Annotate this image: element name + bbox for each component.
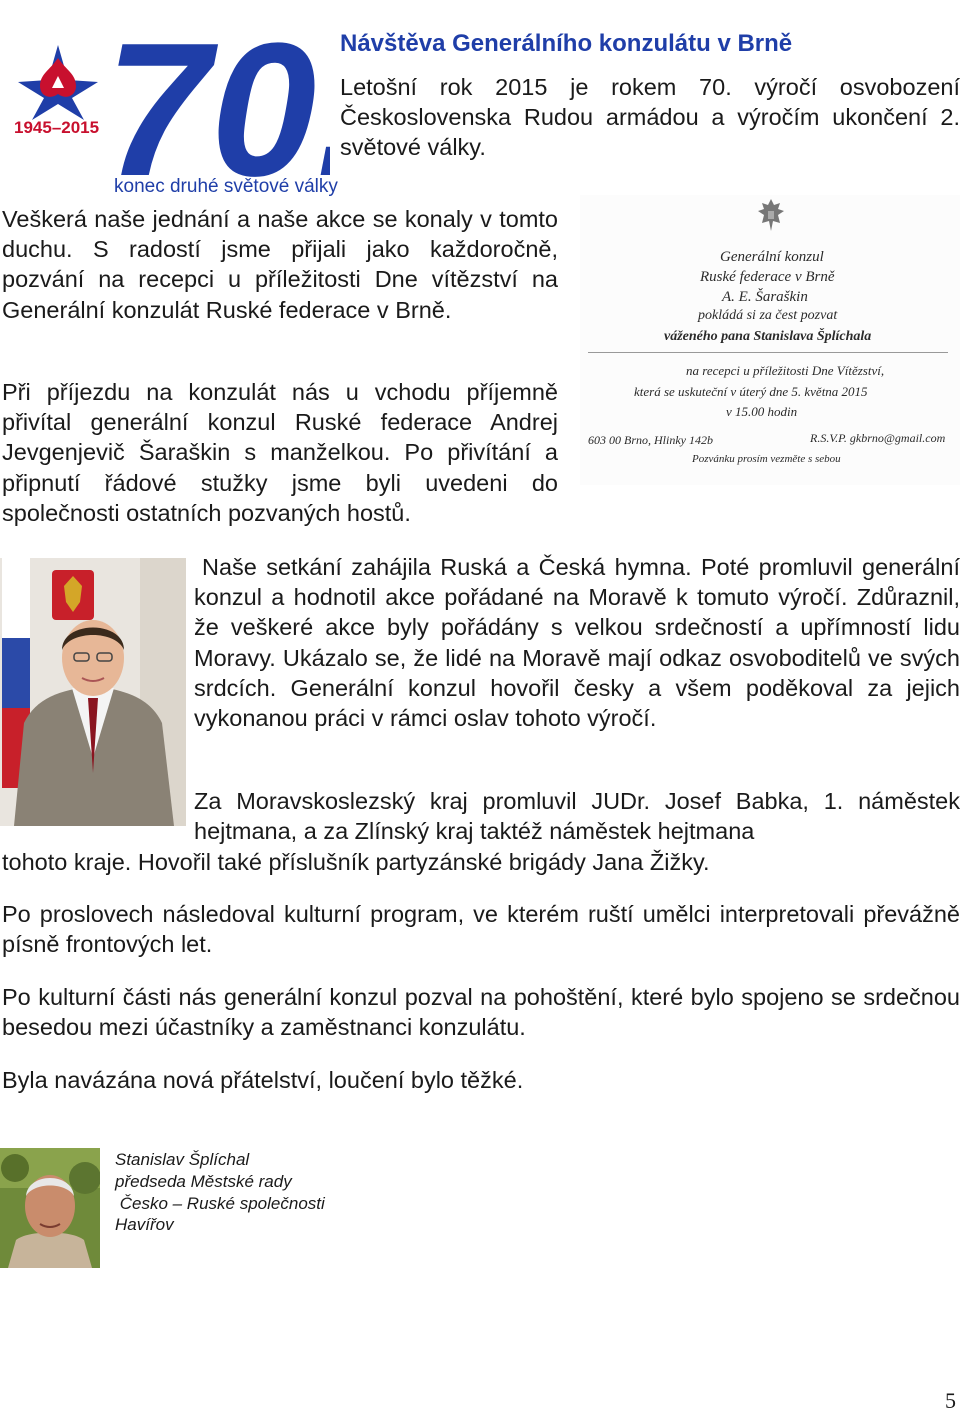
paragraph-5: Po proslovech následoval kulturní program, ve kterém ruští umělci interpretovali převážně písně frontových let. — [2, 901, 960, 958]
author-photo — [0, 1148, 100, 1268]
star-emblem-icon — [18, 45, 98, 120]
signature-city: Havířov — [115, 1215, 174, 1234]
page-title: Návštěva Generálního konzulátu v Brně — [340, 30, 793, 57]
paragraph-1: Veškerá naše jednání a naše akce se konaly v tomto duchu. S radostí jsme přijali jako každoročně, pozvání na recepci u příležitosti Dne vítězství na Generální konzulát Ruské federace v Brně. — [2, 206, 558, 323]
logo-subtitle: konec druhé světové války — [114, 176, 338, 197]
logo-years: 1945–2015 — [14, 118, 100, 137]
consul-photo — [0, 558, 186, 826]
invitation-line: A. E. Šaraškin — [722, 289, 808, 305]
double-eagle-emblem-icon — [756, 197, 786, 233]
paragraph-7: Byla navázána nová přátelství, loučení bylo těžké. — [2, 1067, 524, 1093]
paragraph-2: Při příjezdu na konzulát nás u vchodu příjemně přivítal generální konzul Ruské federace Andrej Jevgenjevič Šaraškin s manželkou. Po přivítání a připnutí řádové stužky jsme byli uvedeni do společnosti ostatních pozvaných hostů. — [2, 379, 558, 526]
invitation-line: Generální konzul — [720, 249, 824, 265]
invitation-line: v 15.00 hodin — [726, 404, 798, 419]
invitation-card — [580, 195, 960, 485]
paragraph-4a: Za Moravskoslezský kraj promluvil JUDr. Josef Babka, 1. náměstek hejtmana, a za Zlínský kraj taktéž náměstek hejtmana — [194, 788, 960, 845]
paragraph-4b: tohoto kraje. Hovořil také příslušník partyzánské brigády Jana Žižky. — [2, 849, 710, 875]
invitation-line: na recepci u příležitosti Dne Vítězství, — [686, 363, 885, 378]
paragraph-6: Po kulturní části nás generální konzul pozval na pohoštění, které bylo spojeno se srdečnou besedou mezi účastníky a zaměstnanci konzulátu. — [2, 984, 960, 1041]
signature-organization: Česko – Ruské společnosti — [115, 1194, 325, 1213]
invitation-line: která se uskuteční v úterý dne 5. května 2015 — [634, 384, 868, 399]
invitation-line: R.S.V.P. gkbrno@gmail.com — [810, 431, 946, 445]
signature-name: Stanislav Šplíchal — [115, 1150, 250, 1169]
invitation-divider — [588, 352, 948, 353]
signature-role: předseda Městské rady — [115, 1172, 292, 1191]
intro-paragraph: Letošní rok 2015 je rokem 70. výročí osvobození Československa Rudou armádou a výročím ukončení 2. světové války. — [340, 74, 960, 161]
invitation-line: Pozvánku prosím vezměte s sebou — [692, 453, 841, 465]
invitation-line: pokládá si za čest pozvat — [698, 308, 838, 323]
paragraph-3: Naše setkání zahájila Ruská a Česká hymna. Poté promluvil generální konzul a hodnotil akce pořádané na Moravě k tomuto výročí. Zdůraznil, že veškeré akce byly pořádány s velkou srdečností a upřímností lidu Moravy. Ukázalo se, že lidé na Moravě mají odkaz osvoboditelů ve svých srdcích. Generální konzul hovořil česky a všem poděkoval za jejich vykonanou práci v rámci oslav tohoto výročí. — [194, 554, 960, 732]
anniversary-logo — [0, 0, 338, 205]
invitation-line: váženého pana Stanislava Šplíchala — [664, 329, 872, 344]
logo-number: 70 — [105, 4, 317, 205]
invitation-line: 603 00 Brno, Hlinky 142b — [588, 433, 713, 447]
invitation-line: Ruské federace v Brně — [700, 269, 835, 285]
page-number: 5 — [945, 1388, 956, 1413]
logo-graphic — [0, 0, 330, 205]
